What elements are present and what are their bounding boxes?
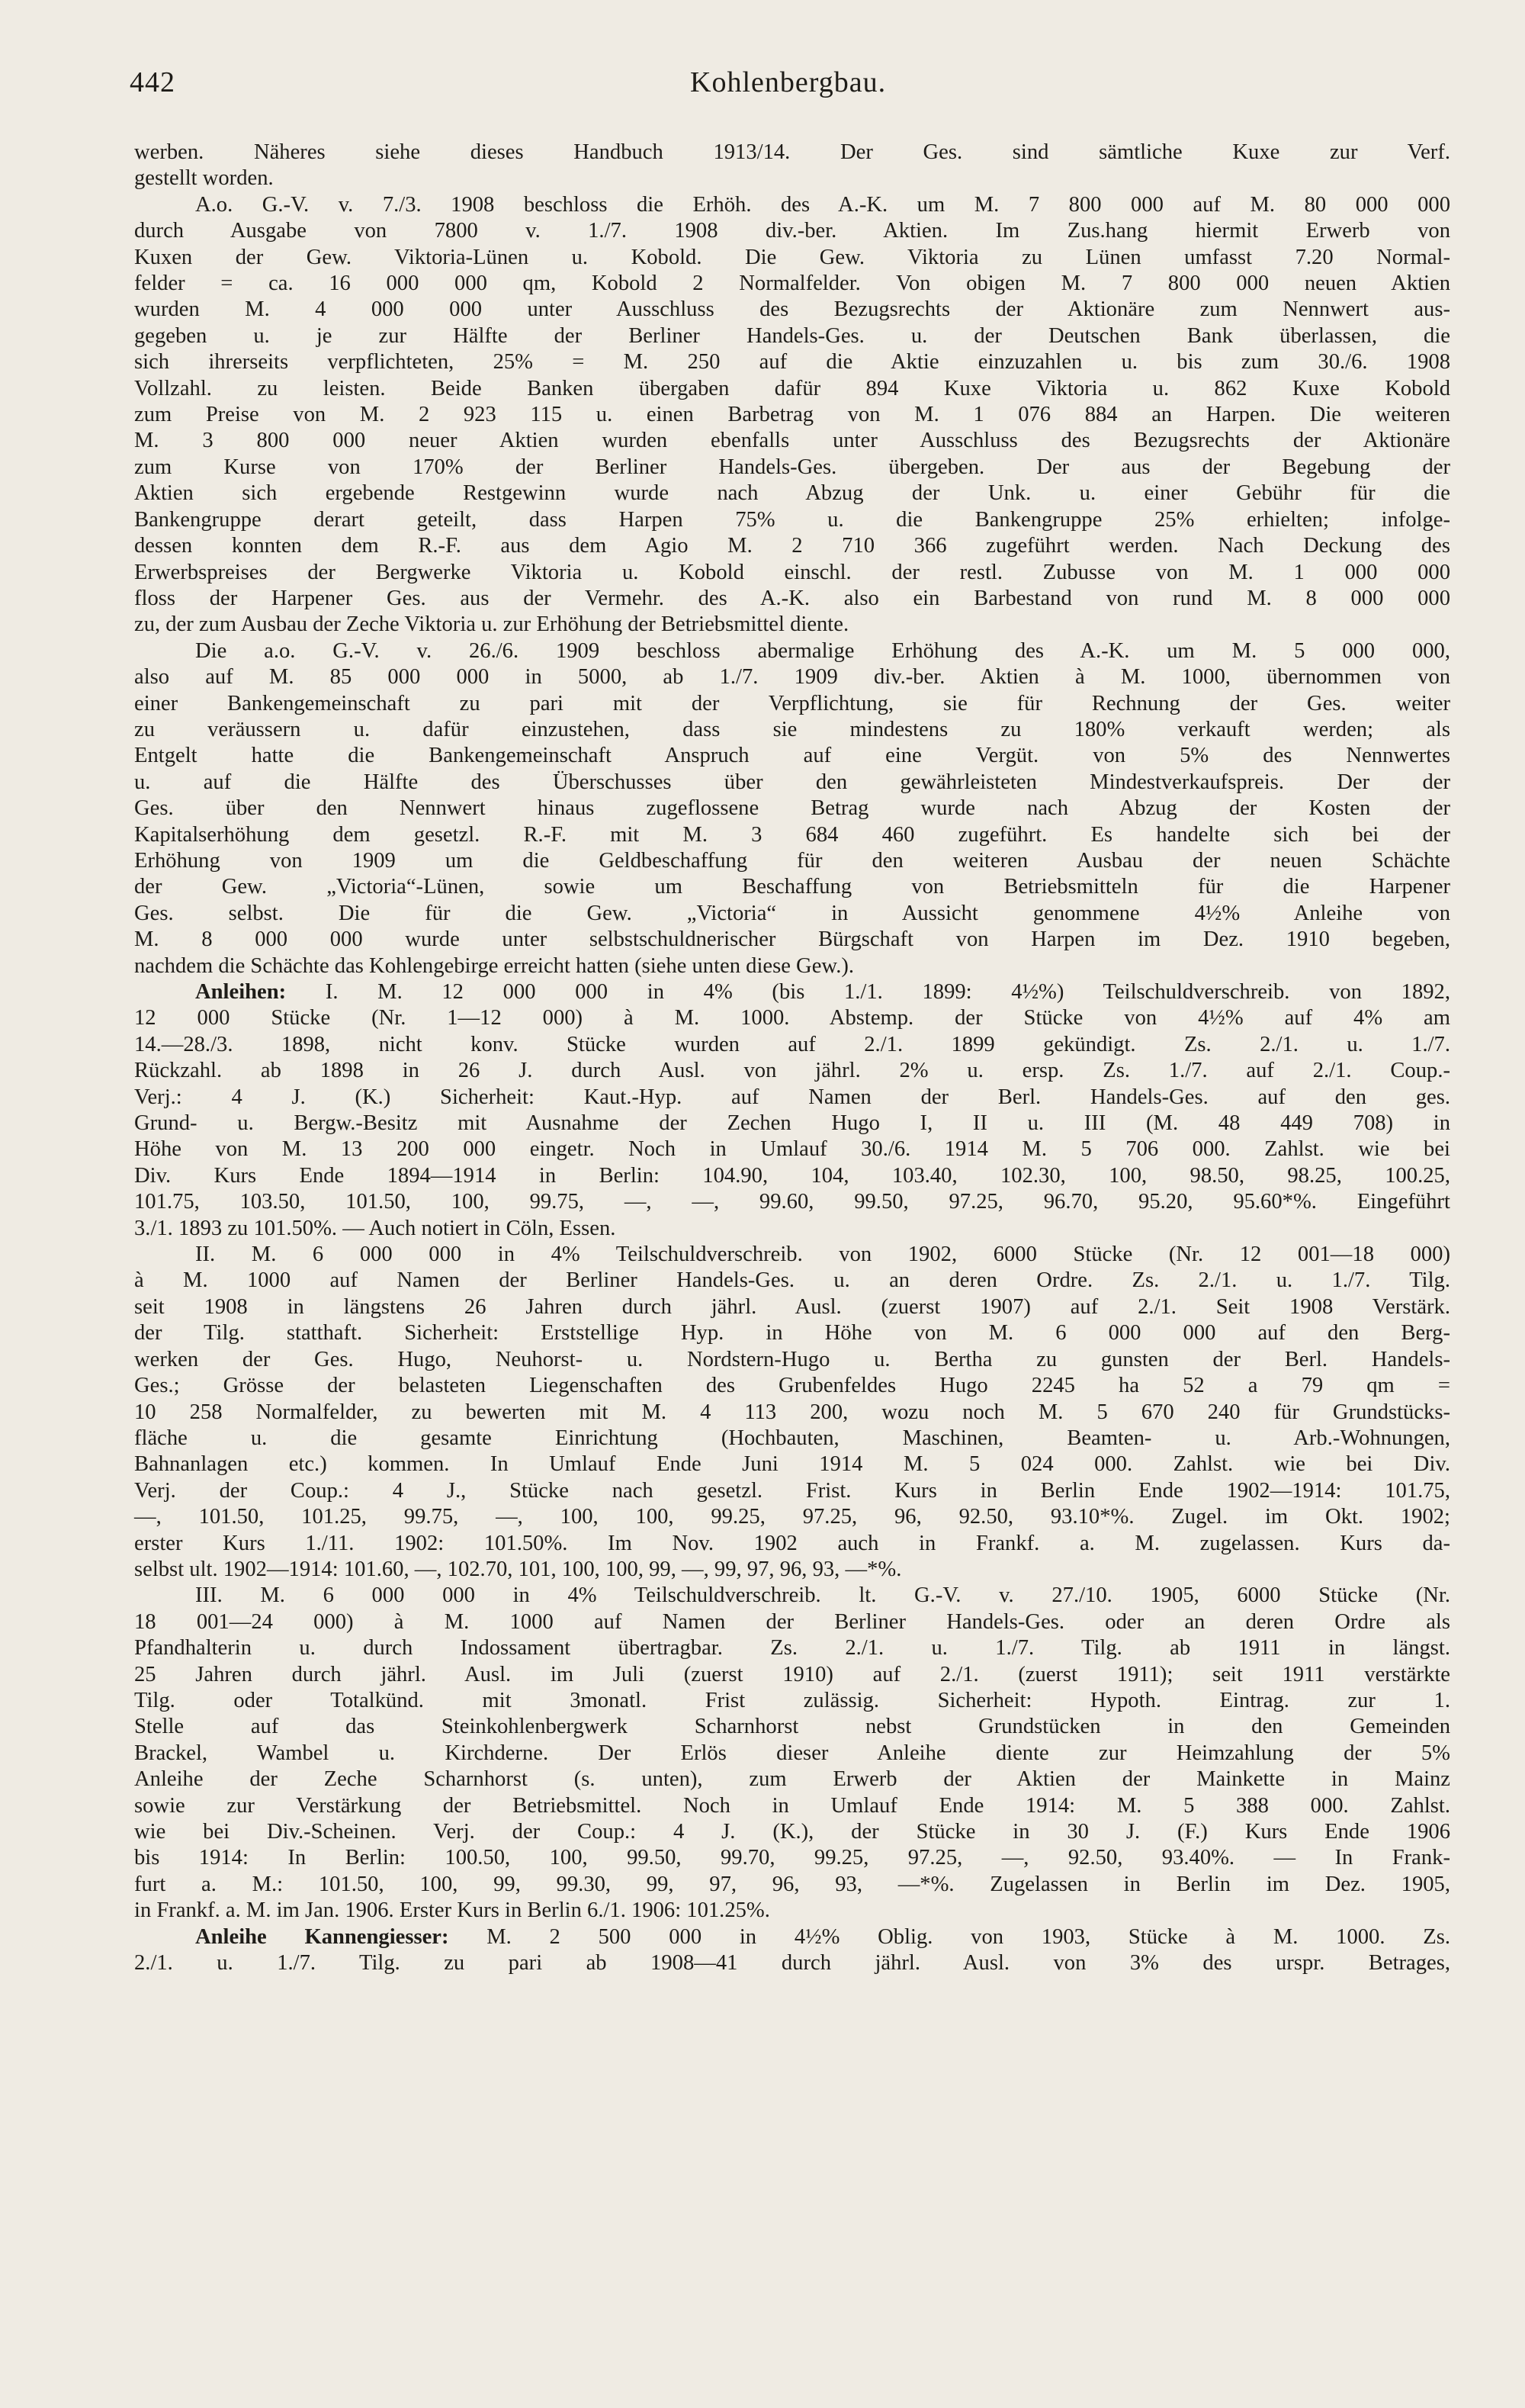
- text-line: dessen konnten dem R.-F. aus dem Agio M. 2 710 366 zugeführt werden. Nach Deckung des: [134, 534, 1450, 558]
- text-line: gestellt worden.: [134, 166, 274, 191]
- text-line: 101.75, 103.50, 101.50, 100, 99.75, —, —, 99.60, 99.50, 97.25, 96.70, 95.20, 95.60*%. Eingeführt: [134, 1190, 1450, 1214]
- paragraph: [134, 1583, 1450, 1924]
- text-line: Aktien sich ergebende Restgewinn wurde nach Abzug der Unk. u. einer Gebühr für die: [134, 481, 1450, 506]
- body-text: [134, 140, 1450, 1976]
- text-line: Grund- u. Bergw.-Besitz mit Ausnahme der Zechen Hugo I, II u. III (M. 48 449 708) in: [134, 1111, 1450, 1136]
- text-line: fläche u. die gesamte Einrichtung (Hochbauten, Maschinen, Beamten- u. Arb.-Wohnungen,: [134, 1426, 1450, 1450]
- text-line: Tilg. oder Totalkünd. mit 3monatl. Frist zulässig. Sicherheit: Hypoth. Eintrag. zur 1.: [134, 1688, 1450, 1712]
- text-line: selbst ult. 1902—1914: 101.60, —, 102.70, 101, 100, 100, 99, —, 99, 97, 96, 93, —*%.: [134, 1557, 902, 1581]
- text-line: der Gew. „Victoria“-Lünen, sowie um Beschaffung von Betriebsmitteln für die Harpener: [134, 875, 1450, 899]
- text-line: Ges. selbst. Die für die Gew. „Victoria“ in Aussicht genommene 4½% Anleihe von: [134, 901, 1450, 925]
- text-line: werben. Näheres siehe dieses Handbuch 1913/14. Der Ges. sind sämtliche Kuxe zur Verf.: [134, 140, 1450, 164]
- text-line: Entgelt hatte die Bankengemeinschaft Anspruch auf eine Vergüt. von 5% des Nennwertes: [134, 744, 1450, 768]
- line-text: M. 2 500 000 in 4½% Oblig. von 1903, Stücke à M. 1000. Zs.: [448, 1924, 1450, 1949]
- text-line: Höhe von M. 13 200 000 eingetr. Noch in Umlauf 30./6. 1914 M. 5 706 000. Zahlst. wie bei: [134, 1137, 1450, 1162]
- text-line: Ges.; Grösse der belasteten Liegenschaften des Grubenfeldes Hugo 2245 ha 52 a 79 qm =: [134, 1374, 1450, 1398]
- text-line: 18 001—24 000) à M. 1000 auf Namen der Berliner Handels-Ges. oder an deren Ordre als: [134, 1609, 1450, 1634]
- text-line: 2./1. u. 1./7. Tilg. zu pari ab 1908—41 durch jährl. Ausl. von 3% des urspr. Betrages,: [134, 1951, 1450, 1976]
- text-line: M. 8 000 000 wurde unter selbstschuldnerischer Bürgschaft von Harpen im Dez. 1910 begeben,: [134, 928, 1450, 952]
- paragraph: [134, 979, 1450, 1242]
- paragraph: [134, 1242, 1450, 1583]
- text-line: bis 1914: In Berlin: 100.50, 100, 99.50, 99.70, 99.25, 97.25, —, 92.50, 93.40%. — In Frank-: [134, 1846, 1450, 1870]
- text-line: zum Preise von M. 2 923 115 u. einen Barbetrag von M. 1 076 884 an Harpen. Die weiteren: [134, 403, 1450, 427]
- text-line: Ges. über den Nennwert hinaus zugeflossene Betrag wurde nach Abzug der Kosten der: [134, 796, 1450, 821]
- paragraph: [134, 140, 1450, 192]
- text-line: zum Kurse von 170% der Berliner Handels-Ges. übergeben. Der aus der Begebung der: [134, 455, 1450, 479]
- text-line: II. M. 6 000 000 in 4% Teilschuldverschreib. von 1902, 6000 Stücke (Nr. 12 001—18 000): [195, 1243, 1450, 1267]
- text-line: Bankengruppe derart geteilt, dass Harpen 75% u. die Bankengruppe 25% erhielten; infolge-: [134, 507, 1450, 532]
- text-line: der Tilg. statthaft. Sicherheit: Erststellige Hyp. in Höhe von M. 6 000 000 auf den Berg-: [134, 1321, 1450, 1345]
- text-line: Verj.: 4 J. (K.) Sicherheit: Kaut.-Hyp. auf Namen der Berl. Handels-Ges. auf den ges.: [134, 1085, 1450, 1109]
- text-line: zu, der zum Ausbau der Zeche Viktoria u. zur Erhöhung der Betriebsmittel diente.: [134, 612, 849, 637]
- text-line: wurden M. 4 000 000 unter Ausschluss des Bezugsrechts der Aktionäre zum Nennwert aus-: [134, 297, 1450, 322]
- text-line: durch Ausgabe von 7800 v. 1./7. 1908 div.-ber. Aktien. Im Zus.hang hiermit Erwerb von: [134, 219, 1450, 243]
- text-line: Die a.o. G.-V. v. 26./6. 1909 beschloss abermalige Erhöhung des A.-K. um M. 5 000 000,: [195, 638, 1450, 663]
- text-line: 25 Jahren durch jährl. Ausl. im Juli (zuerst 1910) auf 2./1. (zuerst 1911); seit 1911 verstärkte: [134, 1662, 1450, 1686]
- text-line: erster Kurs 1./11. 1902: 101.50%. Im Nov. 1902 auch in Frankf. a. M. zugelassen. Kurs da-: [134, 1531, 1450, 1555]
- text-line: einer Bankengemeinschaft zu pari mit der Verpflichtung, sie für Rechnung der Ges. weiter: [134, 691, 1450, 715]
- text-line: [134, 979, 1450, 1005]
- page-number: 442: [130, 66, 175, 98]
- text-line: werken der Ges. Hugo, Neuhorst- u. Nordstern-Hugo u. Bertha zu gunsten der Berl. Handels-: [134, 1347, 1450, 1371]
- text-line: in Frankf. a. M. im Jan. 1906. Erster Kurs in Berlin 6./1. 1906: 101.25%.: [134, 1898, 770, 1923]
- page-header: [0, 0, 1525, 122]
- text-line: Vollzahl. zu leisten. Beide Banken übergaben dafür 894 Kuxe Viktoria u. 862 Kuxe Kobold: [134, 376, 1450, 400]
- text-line: nachdem die Schächte das Kohlengebirge erreicht hatten (siehe unten diese Gew.).: [134, 953, 855, 978]
- line-text: I. M. 12 000 000 in 4% (bis 1./1. 1899: 4½%) Teilschuldverschreib. von 1892,: [286, 980, 1450, 1004]
- text-line: wie bei Div.-Scheinen. Verj. der Coup.: 4 J. (K.), der Stücke in 30 J. (F.) Kurs Ende 1906: [134, 1820, 1450, 1844]
- text-line: Anleihe der Zeche Scharnhorst (s. unten), zum Erwerb der Aktien der Mainkette in Mainz: [134, 1767, 1450, 1792]
- text-line: Kuxen der Gew. Viktoria-Lünen u. Kobold. Die Gew. Viktoria zu Lünen umfasst 7.20 Normal-: [134, 245, 1450, 269]
- text-line: Rückzahl. ab 1898 in 26 J. durch Ausl. von jährl. 2% u. ersp. Zs. 1./7. auf 2./1. Coup.-: [134, 1059, 1450, 1083]
- text-line: Bahnanlagen etc.) kommen. In Umlauf Ende Juni 1914 M. 5 024 000. Zahlst. wie bei Div.: [134, 1452, 1450, 1477]
- text-line: floss der Harpener Ges. aus der Vermehr. des A.-K. also ein Barbestand von rund M. 8 000 000: [134, 586, 1450, 610]
- text-line: 10 258 Normalfelder, zu bewerten mit M. 4 113 200, wozu noch M. 5 670 240 für Grundstücks-: [134, 1400, 1450, 1424]
- section-lead: Anleihe Kannengiesser:: [195, 1924, 449, 1949]
- text-line: sowie zur Verstärkung der Betriebsmittel. Noch in Umlauf Ende 1914: M. 5 388 000. Zahlst.: [134, 1793, 1450, 1818]
- text-line: gegeben u. je zur Hälfte der Berliner Handels-Ges. u. der Deutschen Bank überlassen, die: [134, 323, 1450, 348]
- text-line: felder = ca. 16 000 000 qm, Kobold 2 Normalfelder. Von obigen M. 7 800 000 neuen Aktien: [134, 272, 1450, 296]
- paragraph: [134, 1924, 1450, 1977]
- text-line: 14.—28./3. 1898, nicht konv. Stücke wurden auf 2./1. 1899 gekündigt. Zs. 2./1. u. 1./7.: [134, 1032, 1450, 1056]
- text-line: Brackel, Wambel u. Kirchderne. Der Erlös dieser Anleihe diente zur Heimzahlung der 5%: [134, 1741, 1450, 1765]
- text-line: seit 1908 in längstens 26 Jahren durch jährl. Ausl. (zuerst 1907) auf 2./1. Seit 1908 Verstärk.: [134, 1294, 1450, 1319]
- text-line: 12 000 Stücke (Nr. 1—12 000) à M. 1000. Abstemp. der Stücke von 4½% auf 4% am: [134, 1006, 1450, 1030]
- text-line: Verj. der Coup.: 4 J., Stücke nach gesetzl. Frist. Kurs in Berlin Ende 1902—1914: 101.75,: [134, 1478, 1450, 1503]
- running-title: Kohlenbergbau.: [690, 66, 887, 98]
- text-line: Erwerbspreises der Bergwerke Viktoria u. Kobold einschl. der restl. Zubusse von M. 1 000 000: [134, 560, 1450, 584]
- text-line: sich ihrerseits verpflichteten, 25% = M. 250 auf die Aktie einzuzahlen u. bis zum 30./6. 1908: [134, 350, 1450, 375]
- paragraph: [134, 192, 1450, 638]
- text-line: à M. 1000 auf Namen der Berliner Handels-Ges. u. an deren Ordre. Zs. 2./1. u. 1./7. Tilg.: [134, 1268, 1450, 1293]
- text-line: —, 101.50, 101.25, 99.75, —, 100, 100, 99.25, 97.25, 96, 92.50, 93.10*%. Zugel. im Okt. 1902;: [134, 1505, 1450, 1529]
- text-line: Stelle auf das Steinkohlenbergwerk Scharnhorst nebst Grundstücken in den Gemeinden: [134, 1715, 1450, 1739]
- text-line: III. M. 6 000 000 in 4% Teilschuldverschreib. lt. G.-V. v. 27./10. 1905, 6000 Stücke (Nr.: [195, 1583, 1450, 1608]
- text-line: Pfandhalterin u. durch Indossament übertragbar. Zs. 2./1. u. 1./7. Tilg. ab 1911 in längst.: [134, 1636, 1450, 1661]
- text-line: A.o. G.-V. v. 7./3. 1908 beschloss die Erhöh. des A.-K. um M. 7 800 000 auf M. 80 000 000: [195, 192, 1450, 217]
- text-line: Erhöhung von 1909 um die Geldbeschaffung für den weiteren Ausbau der neuen Schächte: [134, 848, 1450, 873]
- text-line: zu veräussern u. dafür einzustehen, dass sie mindestens zu 180% verkauft werden; als: [134, 717, 1450, 741]
- text-line: furt a. M.: 101.50, 100, 99, 99.30, 99, 97, 96, 93, —*%. Zugelassen in Berlin im Dez. 1905,: [134, 1872, 1450, 1896]
- text-line: u. auf die Hälfte des Überschusses über den gewährleisteten Mindestverkaufspreis. Der der: [134, 770, 1450, 794]
- text-line: Div. Kurs Ende 1894—1914 in Berlin: 104.90, 104, 103.40, 102.30, 100, 98.50, 98.25, 100.25,: [134, 1163, 1450, 1188]
- text-line: Kapitalserhöhung dem gesetzl. R.-F. mit M. 3 684 460 zugeführt. Es handelte sich bei der: [134, 822, 1450, 847]
- text-line: [134, 1924, 1450, 1950]
- text-line: 3./1. 1893 zu 101.50%. — Auch notiert in Cöln, Essen.: [134, 1216, 616, 1240]
- text-line: M. 3 800 000 neuer Aktien wurden ebenfalls unter Ausschluss des Bezugsrechts der Aktionäre: [134, 429, 1450, 453]
- text-line: also auf M. 85 000 000 in 5000, ab 1./7. 1909 div.-ber. Aktien à M. 1000, übernommen von: [134, 665, 1450, 690]
- section-lead: Anleihen:: [195, 980, 287, 1004]
- paragraph: [134, 638, 1450, 979]
